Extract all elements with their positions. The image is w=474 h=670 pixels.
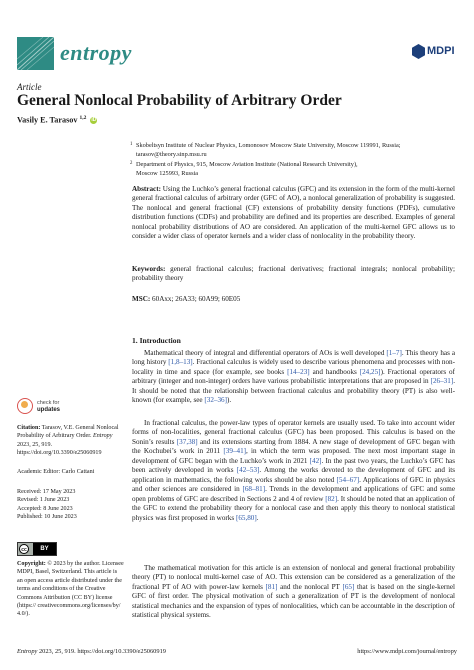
abstract-text: Using the Luchko’s general fractional calculus (GFC) and its extension in the form of the multi-kernel general fractional calculus of arbitrary order (GFC of AO), a nonlocal generalization of probability is suggested. The nonlocal and general fractional (CF) extensions of probability density functions (PDFs), cumulative distribution functions (CDFs) and probability are defined and its properties are described. Examples of general nonlocal probability distributions of AO are considered. An application of the multi-kernel GFC allows us to consider a wider class of operator kernels and a wider class of nonlocality in the probability theory. [132, 185, 455, 241]
affiliation-line: Department of Physics, 915, Moscow Aviation Institute (National Research University), [136, 161, 358, 168]
copyright-text: © 2023 by the author. Licensee MDPI, Basel, Switzerland. This article is an open access article distributed under the terms and conditions of the Creative Commons Attribution (CC BY) license (https:// creativecommons.org/licenses/by/ 4.0/). [17, 561, 124, 618]
reference-link[interactable]: [39–41] [223, 447, 247, 456]
footer-journal-link[interactable]: https://www.mdpi.com/journal/entropy [357, 648, 457, 655]
citation-doi[interactable]: 2023, 25, 919. https://doi.org/10.3390/e25060919 [17, 441, 102, 457]
citation-text: Tarasov, V.E. General Nonlocal Probability of Arbitrary Order. [17, 425, 119, 440]
paragraph-text: that is based on the single-kernel GFC of first order. The physical motivation of such a generalization of PT is the development of nonlocal statistical mechanics and the expansion of types of nonlocalities, which can be accountable in the description of statistical physical systems. [132, 582, 455, 620]
paragraph-text: Mathematical theory of integral and differential operators of AOs is well developed [144, 349, 387, 357]
keywords-label: Keywords: [132, 265, 166, 273]
paragraph-text: and handbooks [309, 367, 360, 376]
paragraph [132, 419, 455, 523]
paragraph-text: . It should be noted that the relationship between fractional calculus and probability theory (PT) is also well-known (for example, see [132, 377, 455, 405]
footer-citation [17, 648, 166, 655]
paragraph [132, 564, 455, 621]
keywords-text: general fractional calculus; fractional derivatives; fractional integrals; nonlocal probability; probability theory [132, 265, 455, 283]
reference-link[interactable]: [14–23] [287, 367, 310, 376]
reference-link[interactable]: [68–81] [242, 485, 266, 494]
check-updates-bottom: updates [37, 407, 61, 413]
paragraph-text: The mathematical motivation for this article is an extension of nonlocal and general fractional probability theory (PT) to nonlocal multi-kernel case of AO. This extension can be considered as a generalization of the fractional PT of AO with power-law kernels [132, 564, 455, 591]
paragraph-text: and its extensions starting from 1884. A new stage of development of GFC began with the Kochubei’s work in 2011 [132, 437, 455, 456]
check-for-updates-button[interactable] [17, 398, 77, 418]
reference-link[interactable]: [24,25] [359, 367, 381, 376]
published-date: Published: 10 June 2023 [17, 514, 77, 521]
paragraph-text: , in which the term was proposed. The next most important stage in development of GFC began with the Luchko’s work in 2021 [132, 447, 456, 465]
paragraph-text: . It should be noted that an application of the GFC to extend the probability theory for a nonlocal case and then apply this theory to nonlocal statistical physics was first proposed in works [132, 494, 455, 522]
msc [132, 295, 455, 304]
reference-link[interactable]: [65] [342, 582, 355, 591]
reference-link[interactable]: [65,80] [235, 513, 257, 522]
reference-link[interactable]: [81] [265, 582, 278, 591]
intro-paragraph-1 [132, 349, 455, 406]
reference-link[interactable]: [42–53] [236, 466, 260, 475]
author-line [17, 115, 97, 125]
intro-paragraph-2 [132, 419, 455, 523]
paragraph-text: and the nonlocal PT [277, 582, 343, 591]
paragraph-text: . In the past two years, the Luchko’s GFC has been actively developed in works [132, 456, 455, 475]
journal-name: entropy [60, 40, 132, 65]
academic-editor: Academic Editor: Carlo Cattani [17, 469, 95, 475]
paragraph-text: . Trends in the development and applications of GFC and some open problems of GFC are described in Sections 2 and 4 of review [132, 485, 455, 503]
msc-label: MSC: [132, 295, 151, 303]
affiliation-2 [130, 160, 358, 179]
reference-link[interactable]: [32–36] [204, 396, 227, 405]
accepted-date: Accepted: 8 June 2023 [17, 505, 73, 512]
paragraph-text: ). Fractional operators of arbitrary (integer and non-integer) orders have various probabilistic interpretations that are proposed in [132, 367, 455, 386]
reference-link[interactable]: [1–7] [386, 349, 402, 357]
msc-text: 60Axx; 26A33; 60A99; 60E05 [152, 295, 241, 303]
by-icon: BY [33, 543, 56, 555]
citation-label: Citation: [17, 425, 41, 431]
author-affiliation-sup: 1,2 [79, 115, 87, 121]
cc-by-license-badge[interactable] [17, 542, 57, 556]
reference-link[interactable]: [42] [309, 456, 322, 465]
citation-block [17, 424, 124, 458]
copyright-label: Copyright: [17, 561, 46, 567]
reference-link[interactable]: [54–67] [336, 475, 360, 484]
received-date: Received: 17 May 2023 [17, 489, 76, 495]
mdpi-logo[interactable] [412, 42, 454, 62]
section-heading: 1. Introduction [132, 336, 181, 345]
paragraph [132, 349, 455, 406]
footer-doi[interactable]: 2023, 25, 919. https://doi.org/10.3390/e25060919 [38, 648, 166, 655]
affiliation-number: 1 [130, 142, 133, 147]
mdpi-icon [412, 44, 425, 59]
author-name: Vasily E. Tarasov [17, 115, 78, 125]
copyright-block [17, 560, 124, 619]
keywords [132, 265, 455, 284]
check-updates-top: check for [37, 400, 60, 406]
affiliation-email[interactable]: tarasov@theory.sinp.msu.ru [136, 151, 207, 159]
affiliation-line: Skobeltsyn Institute of Nuclear Physics, Lomonosov Moscow State University, Moscow 119991, Russia; [136, 142, 401, 149]
publisher-name: MDPI [427, 45, 455, 57]
reference-link[interactable]: [1,8–13] [168, 358, 193, 367]
affiliation-1 [130, 141, 401, 160]
paragraph-text: ). [226, 396, 232, 405]
check-updates-icon [17, 398, 33, 414]
reference-link[interactable]: [82] [325, 494, 338, 503]
article-type: Article [17, 82, 42, 92]
citation-journal: Entropy [93, 433, 113, 440]
dates-block [17, 488, 124, 522]
paragraph-text: . This theory has a long history [132, 349, 455, 367]
affiliation-number: 2 [130, 161, 133, 166]
cc-icon: cc [19, 544, 29, 554]
paragraph-text: . Applications of GFC in physics and other sciences are considered in [132, 475, 455, 494]
paragraph-text: . Among the works devoted to the development of GFC and its application in mathematics, the following works should be also noted [132, 466, 455, 484]
affiliation-line: Moscow 125993, Russia [136, 170, 199, 178]
reference-link[interactable]: [37,38] [176, 437, 198, 446]
reference-link[interactable]: [26–31] [430, 377, 454, 386]
paragraph-text: In fractional calculus, the power-law types of operator kernels are usually used. To take into account wider forms of non-localities, general fractional calculus (GFC) has been proposed. This calculus is based on the Sonin’s results [132, 419, 455, 446]
paragraph-text: . [256, 513, 259, 522]
abstract [132, 185, 455, 242]
orcid-icon[interactable]: iD [91, 117, 97, 124]
revised-date: Revised: 1 June 2023 [17, 497, 70, 504]
abstract-label: Abstract: [132, 185, 161, 193]
page-title: General Nonlocal Probability of Arbitrary Order [17, 92, 342, 109]
intro-paragraph-3 [132, 564, 455, 621]
journal-logo-icon [17, 37, 54, 70]
paragraph-text: . Fractional calculus is widely used to describe various phenomena and processes with non-locality in time and space (for example, see books [132, 358, 456, 376]
footer-journal: Entropy [17, 648, 38, 655]
